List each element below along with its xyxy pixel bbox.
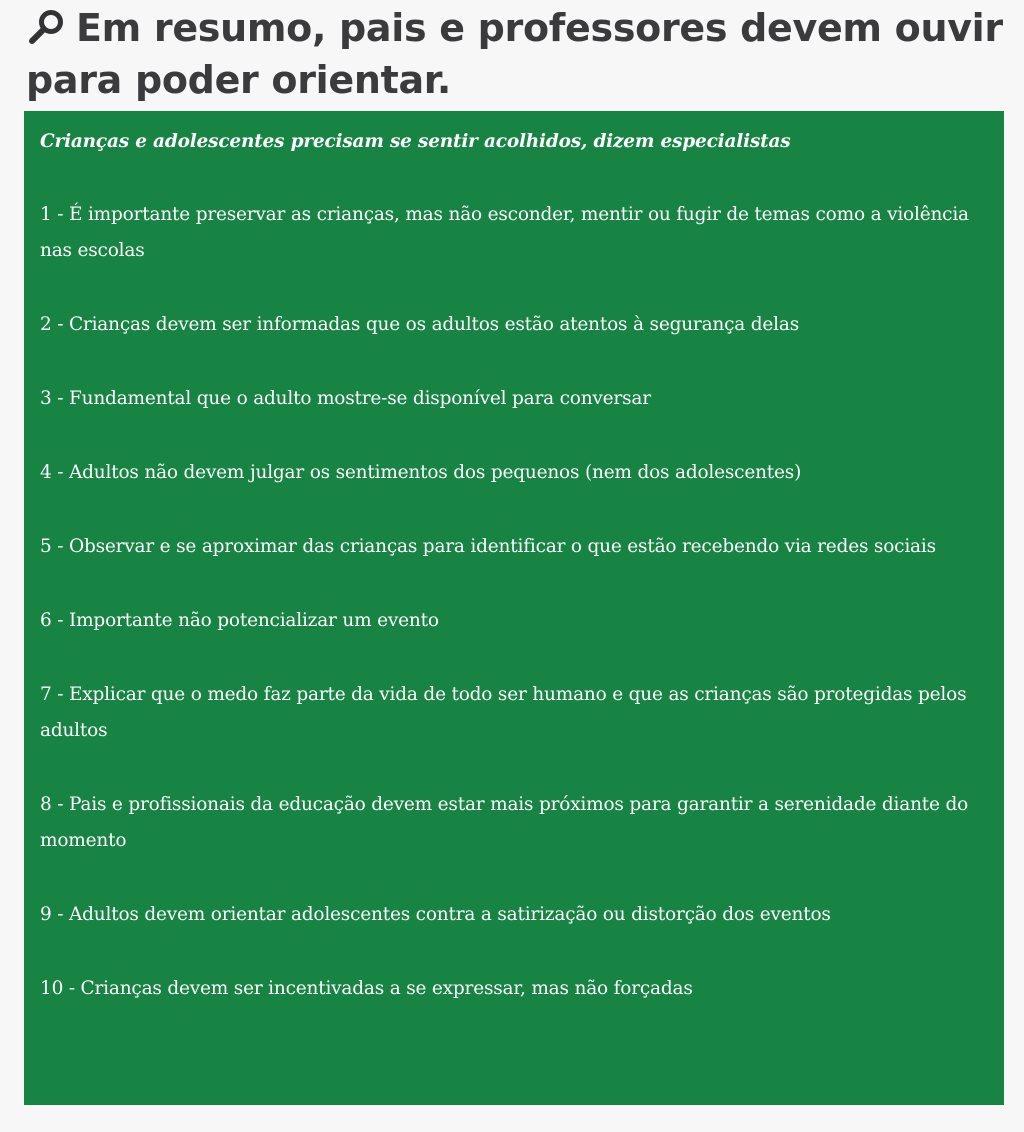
tip-item-8: 8 - Pais e profissionais da educação devem estar mais próximos para garantir a serenidade diante do momento — [40, 794, 969, 851]
tip-item-7: 7 - Explicar que o medo faz parte da vida de todo ser humano e que as crianças são protegidas pelos adultos — [40, 684, 967, 741]
box-title: Crianças e adolescentes precisam se sentir acolhidos, dizem especialistas — [40, 131, 791, 152]
tip-item-9: 9 - Adultos devem orientar adolescentes contra a satirização ou distorção dos eventos — [40, 904, 831, 925]
tip-item-6: 6 - Importante não potencializar um evento — [40, 610, 439, 631]
tip-item-5: 5 - Observar e se aproximar das crianças para identificar o que estão recebendo via redes sociais — [40, 536, 936, 557]
tip-item-2: 2 - Crianças devem ser informadas que os adultos estão atentos à segurança delas — [40, 314, 800, 335]
page-heading — [26, 2, 1006, 106]
tip-item-4: 4 - Adultos não devem julgar os sentimentos dos pequenos (nem dos adolescentes) — [40, 462, 802, 483]
tip-item-3: 3 - Fundamental que o adulto mostre-se disponível para conversar — [40, 388, 651, 409]
tip-item-1: 1 - É importante preservar as crianças, mas não esconder, mentir ou fugir de temas como a violência nas escolas — [40, 204, 969, 261]
tip-item-10: 10 - Crianças devem ser incentivadas a se expressar, mas não forçadas — [40, 978, 693, 999]
tips-list — [40, 197, 984, 1007]
search-icon — [26, 6, 70, 42]
heading-text: Em resumo, pais e professores devem ouvir para poder orientar. — [26, 6, 1003, 102]
tips-box — [24, 111, 1004, 1105]
